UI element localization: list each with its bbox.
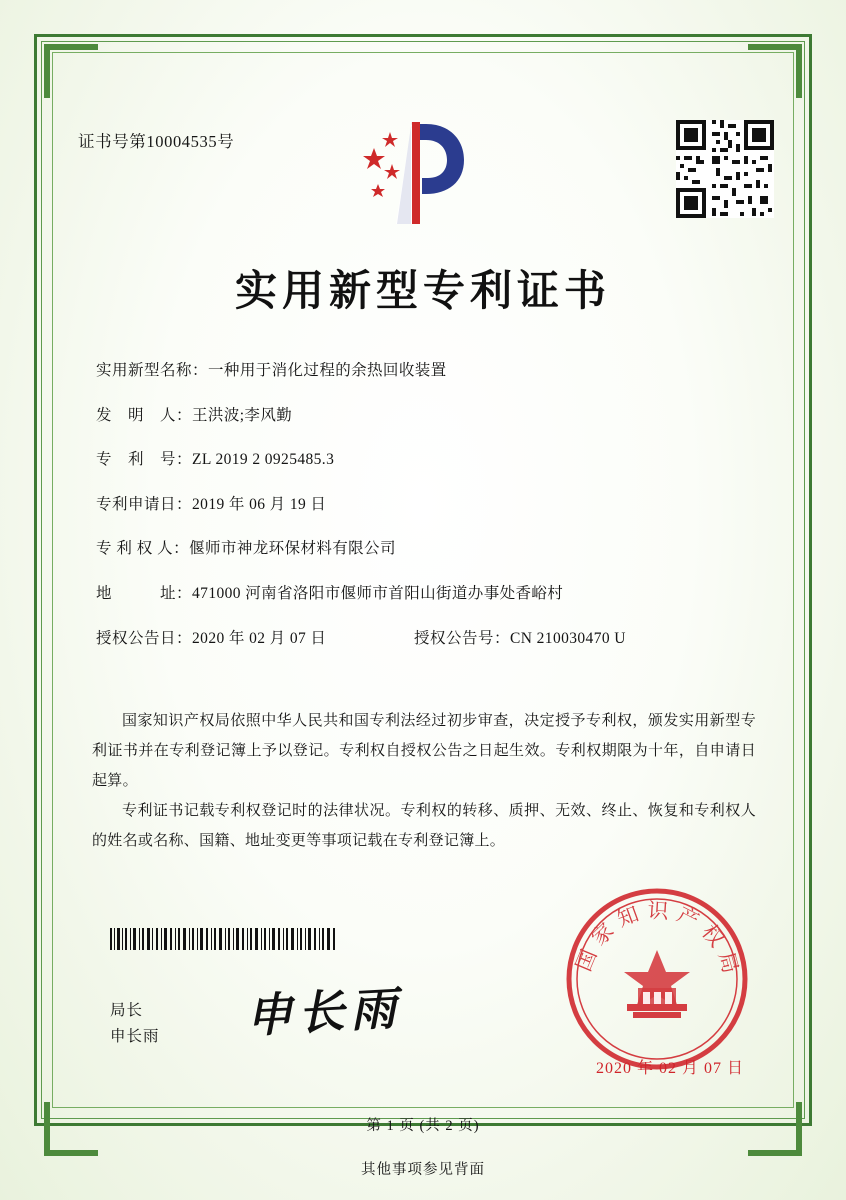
paragraph-grant-statement: 国家知识产权局依照中华人民共和国专利法经过初步审查，决定授予专利权，颁发实用新型专利证书并在专利登记簿上予以登记。专利权自授权公告之日起生效。专利权期限为十年，自申请日起算。 [92, 713, 756, 789]
field-value-secondary: CN 210030470 U [510, 629, 626, 647]
field-label: 专利申请日： [96, 495, 193, 513]
handwritten-signature: 申长雨 [244, 980, 404, 1043]
certificate-number: 证书号第10004535号 [78, 132, 235, 151]
field-list [96, 362, 756, 674]
field-label: 专 利 号： [96, 451, 193, 469]
page-number: 第 1 页 (共 2 页) [366, 1118, 480, 1134]
field-row-grant-announcement [96, 630, 756, 649]
field-label: 授权公告日： [96, 629, 193, 647]
field-value: 偃师市神龙环保材料有限公司 [189, 540, 396, 558]
field-value: 2020 年 02 月 07 日 [192, 629, 327, 647]
barcode [110, 928, 336, 950]
field-row-inventor [96, 407, 756, 426]
field-label: 专 利 权 人： [96, 540, 190, 558]
director-name-label: 申长雨 [110, 1028, 160, 1045]
field-label: 发 明 人： [96, 406, 193, 424]
seal-date: 2020 年 02 月 07 日 [595, 1060, 744, 1077]
field-value: 王洪波;李风勤 [192, 406, 293, 424]
field-row-patentee [96, 540, 756, 559]
field-value: 2019 年 06 月 19 日 [192, 495, 327, 513]
paragraph-legal-status: 专利证书记载专利权登记时的法律状况。专利权的转移、质押、无效、终止、恢复和专利权人的姓名或名称、国籍、地址变更等事项记载在专利登记簿上。 [92, 803, 756, 849]
qr-code-icon [676, 120, 774, 218]
field-row-application-date [96, 496, 756, 515]
corner-ornament-top-left [44, 44, 98, 98]
field-value: 一种用于消化过程的余热回收装置 [208, 362, 447, 379]
cnipa-emblem-icon [352, 120, 472, 226]
official-seal [564, 886, 750, 1072]
field-row-name [96, 362, 756, 381]
field-label-secondary: 授权公告号： [414, 629, 511, 647]
director-title-label: 局长 [110, 1002, 144, 1019]
signature-labels [110, 998, 160, 1050]
field-row-patent-number [96, 451, 756, 470]
svg-text:国家知识产权局: 国家知识产权局 [571, 898, 745, 983]
corner-ornament-top-right [748, 44, 802, 98]
footer-note: 其他事项参见背面 [361, 1162, 485, 1178]
field-value: 471000 河南省洛阳市偃师市首阳山街道办事处香峪村 [192, 584, 564, 602]
field-row-address [96, 585, 756, 604]
field-value: ZL 2019 2 0925485.3 [192, 451, 335, 469]
page-title: 实用新型专利证书 [234, 266, 611, 315]
field-label: 实用新型名称： [96, 362, 209, 379]
field-label: 地 址： [96, 584, 193, 602]
